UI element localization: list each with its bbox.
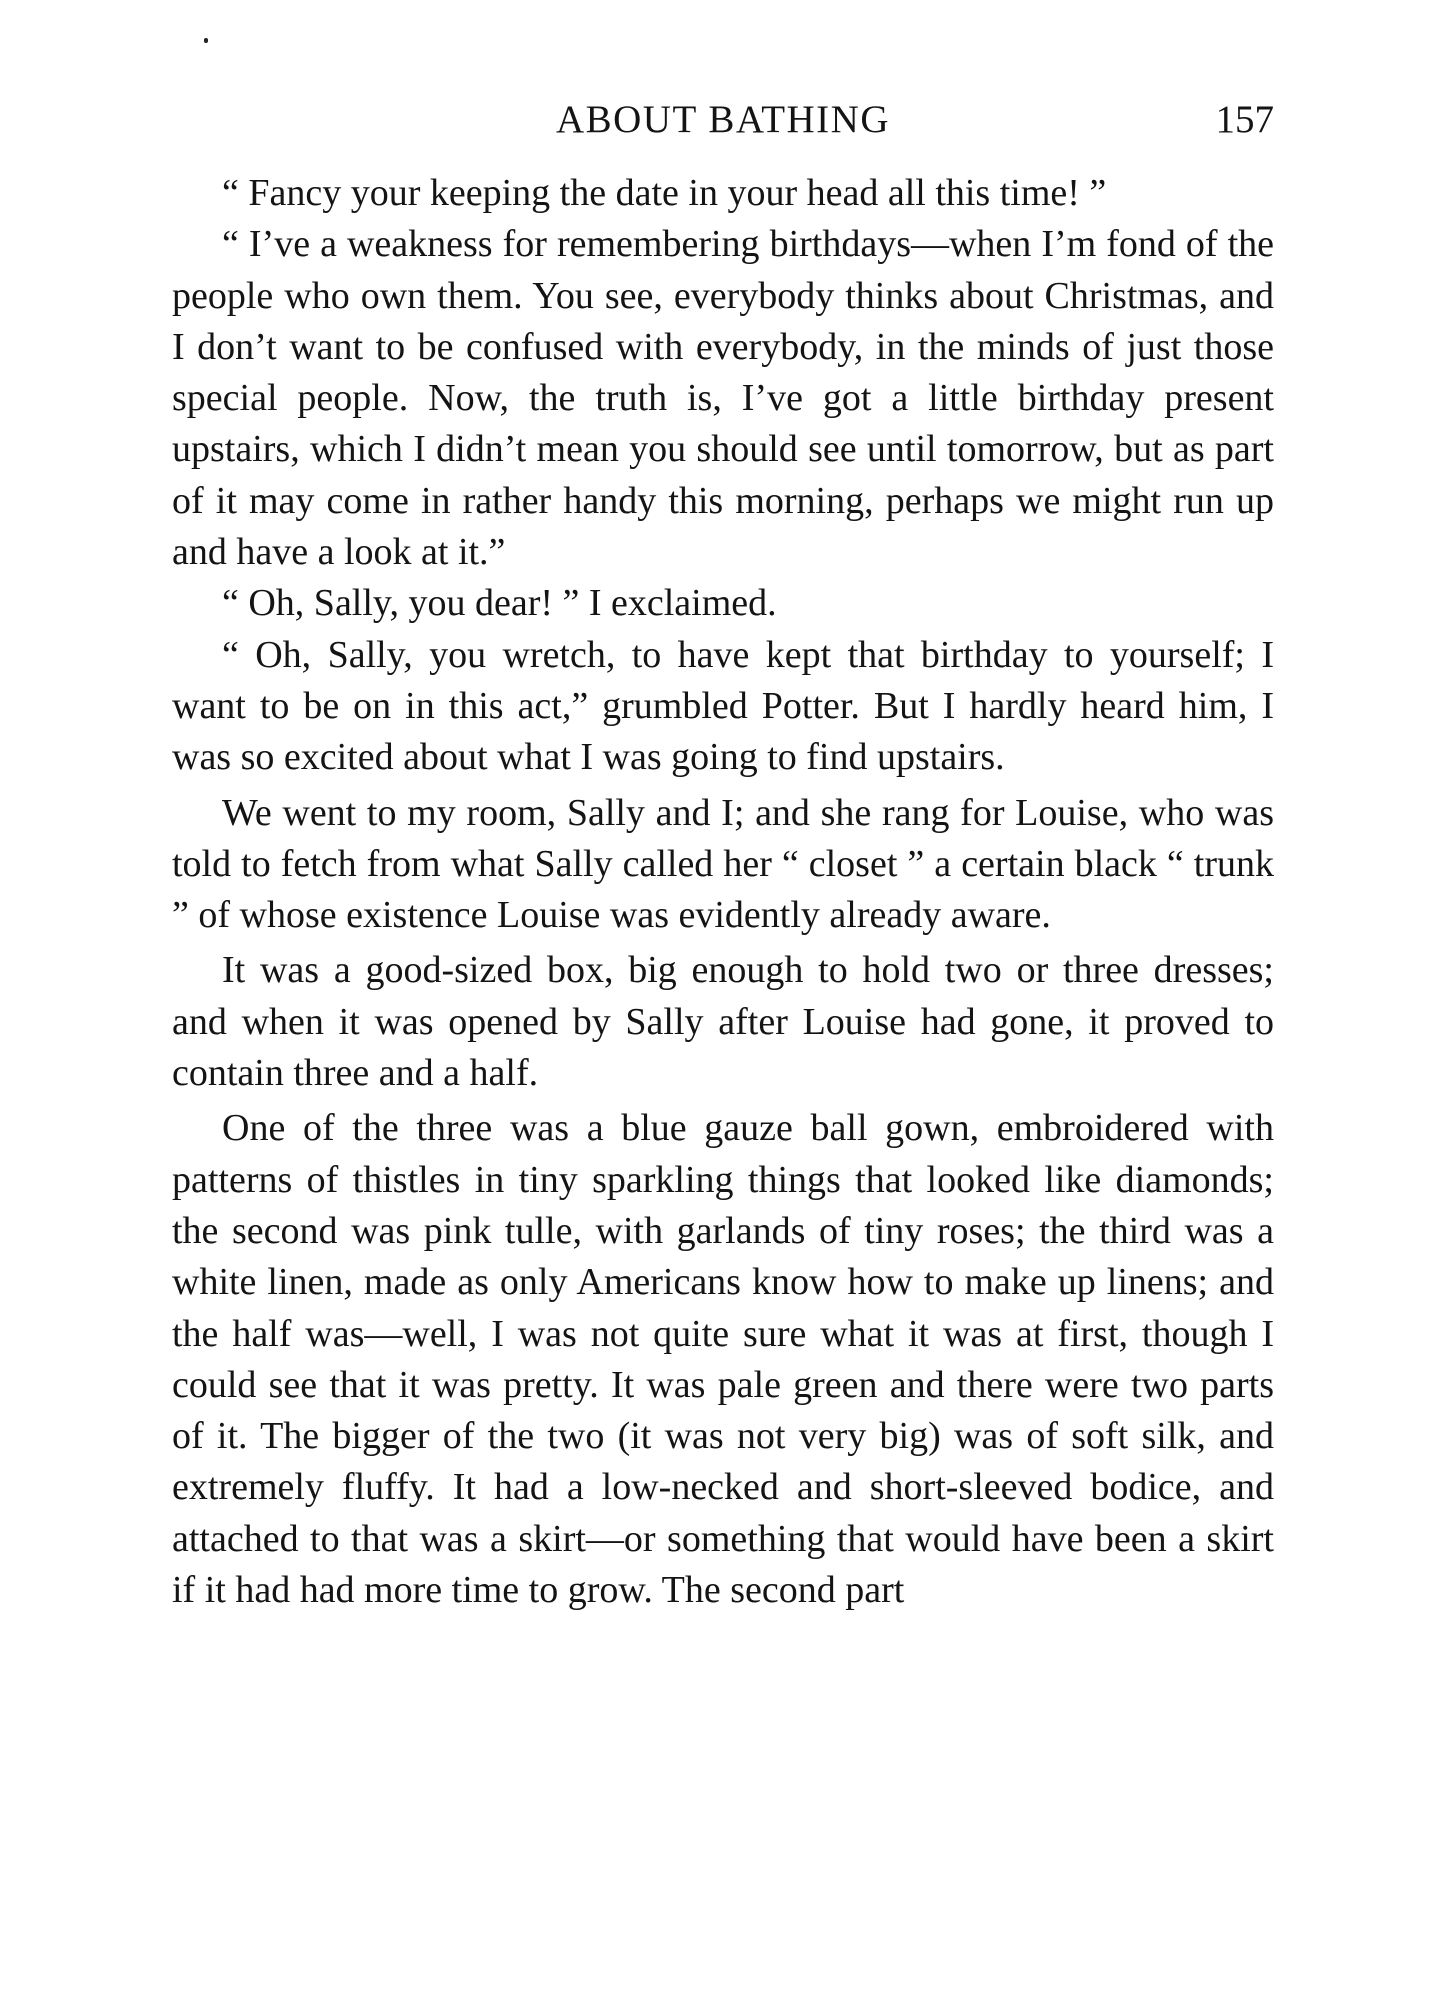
running-title: ABOUT BATHING [555,98,891,141]
paragraph: It was a good-sized box, big enough to hold two or three dresses; and when it was opened by Sally after Louise had gone, it proved to contain three and a half. [172,949,1274,1095]
paragraph: One of the three was a blue gauze ball gown, embroidered with patterns of thistles in tiny sparkling things that looked like diamonds; the second was pink tulle, with garlands of tiny roses; the third was a white linen, made as only Americans know how to make up linens; and the half was—well, I was not quite sure what it was at first, though I could see that it was pretty. It was pale green and there were two parts of it. The bigger of the two (it was not very big) was of soft silk, and extremely fluffy. It had a low-necked and short-sleeved bodice, and attached to that was a skirt—or something that would have been a skirt if it had had more time to grow. The second part [172,1107,1274,1612]
paragraph: “ Oh, Sally, you wretch, to have kept that birthday to yourself; I want to be on in this act,” grumbled Potter. But I hardly heard him, I was so excited about what I was going to find upstairs. [172,633,1274,779]
paragraph: We went to my room, Sally and I; and she rang for Louise, who was told to fetch from what Sally called her “ closet ” a certain black “ trunk ” of whose existence Louise was evidently already aware. [172,791,1274,937]
page-header [172,92,1274,148]
paragraph: “ Fancy your keeping the date in your head all this time! ” [222,172,1107,214]
body-text [172,168,1274,1616]
page-number: 157 [1215,98,1274,141]
paragraph: “ I’ve a weakness for remembering birthdays—when I’m fond of the people who own them. You see, everybody thinks about Christmas, and I don’t want to be confused with everybody, in the minds of just those special people. Now, the truth is, I’ve got a little birthday present upstairs, which I didn’t mean you should see until tomorrow, but as part of it may come in rather handy this morning, perhaps we might run up and have a look at it.” [172,223,1274,574]
print-speck [204,38,208,43]
paragraph: “ Oh, Sally, you dear! ” I exclaimed. [222,582,777,625]
